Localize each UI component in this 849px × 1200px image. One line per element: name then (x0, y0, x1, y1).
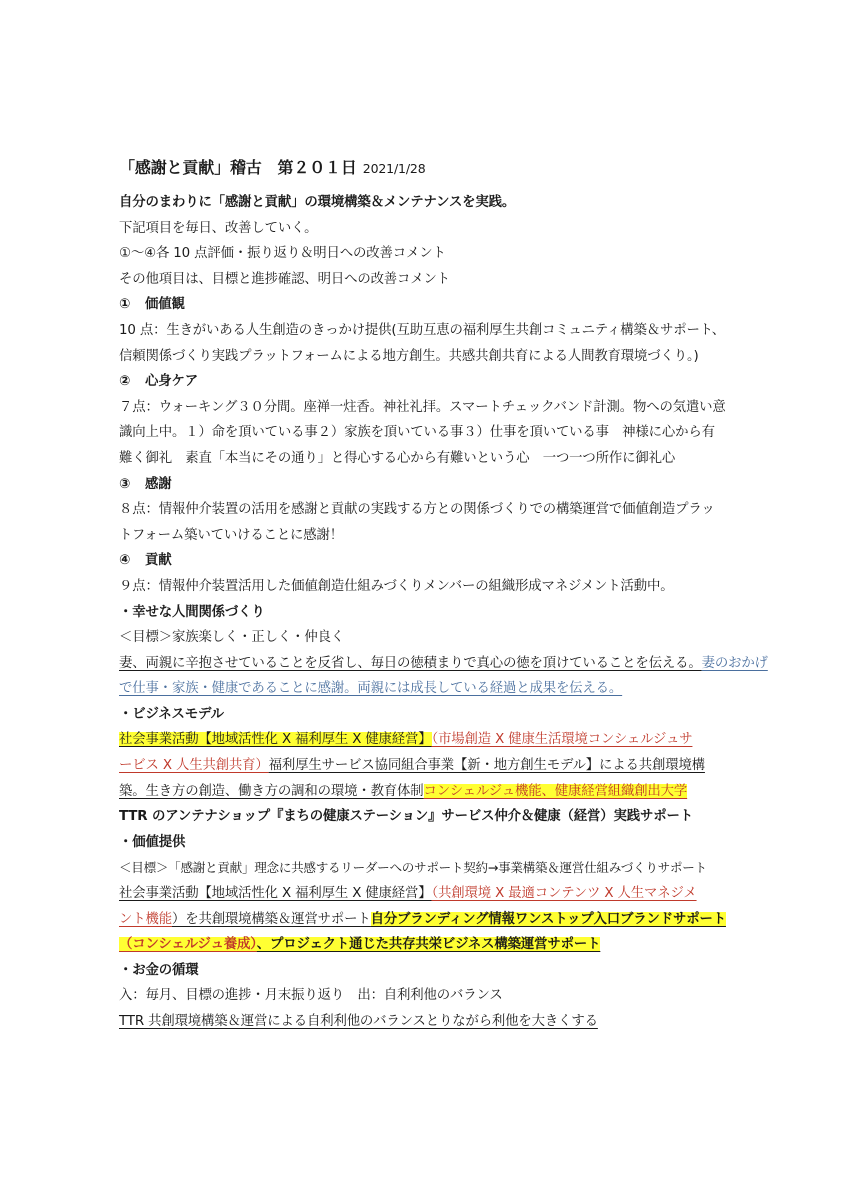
value-goal: ＜目標＞「感謝と貢献」理念に共感するリーダーへのサポート契約→事業構築＆運営仕組みづくりサポート (119, 860, 707, 876)
value-text: ）を共創環境構築＆運営サポート (171, 911, 371, 927)
relations-text: 妻、両親に辛抱させていることを反省し、毎日の徳積まりで真心の徳を頂けていることを伝える。 (119, 655, 702, 671)
section-line: 10 点：生きがいある人生創造のきっかけ提供(互助互恵の福利厚生共創コミュニティ構築＆サポート、 (119, 322, 725, 338)
section-line: ８点：情報仲介装置の活用を感謝と貢献の実践する方との関係づくりでの構築運営で価値創造プラッ (119, 502, 715, 518)
section-heading-values (119, 292, 734, 318)
intro-line-3: ①～④各 10 点評価・振り返り＆明日への改善コメント (119, 246, 446, 262)
highlighted-text: 社会事業活動【地域活性化 X 福利厚生 X 健康経営】 (119, 732, 432, 748)
section-heading-contribution (119, 548, 734, 574)
business-text: 福利厚生サービス協同組合事業【新・地方創生モデル】による共創環境構 (268, 758, 705, 774)
value-text: 社会事業活動【地域活性化 X 福利厚生 X 健康経営】 (119, 886, 432, 902)
intro-line-4: その他項目は、目標と進捗確認、明日への改善コメント (119, 271, 451, 287)
money-line-1: 入：毎月、目標の進捗・月末振り返り 出：自利利他のバランス (119, 988, 503, 1004)
highlighted-red-text: （コンシェルジュ養成） (119, 937, 257, 953)
business-line-1 (119, 727, 734, 753)
money-line-2: TTR 共創環境構築＆運営による自利利他のバランスとりながら利他を大きくする (119, 1014, 598, 1029)
value-line-1 (119, 881, 734, 907)
document-body (119, 154, 768, 1035)
section-heading-text: 感謝 (145, 476, 172, 492)
section-number: ③ (119, 476, 131, 492)
business-line-4: TTR のアンテナショップ『まちの健康ステーション』サービス仲介＆健康（経営）実践サポート (119, 809, 693, 825)
red-text: （市場創造 X 健康生活環境コンシェルジュサ (431, 732, 693, 748)
section-heading-text: 価値観 (145, 297, 185, 313)
intro-line-2: 下記項目を毎日、改善していく。 (119, 220, 318, 236)
section-heading-mind-body-care (119, 369, 734, 395)
section-heading-gratitude (119, 472, 734, 498)
business-line-3 (119, 779, 734, 805)
section-line: 識向上中。１）命を頂いている事２）家族を頂いている事３）仕事を頂いている事 神様に心から有 (119, 425, 715, 441)
highlighted-bold-text: 、プロジェクト通じた共存共栄ビジネス構築運営サポート (256, 937, 601, 953)
intro-line-1: 自分のまわりに「感謝と貢献」の環境構築＆メンテナンスを実践。 (119, 195, 516, 210)
highlighted-bold-text: 自分ブランディング情報ワンストップ入口ブランドサポート (370, 911, 726, 927)
section-line: 信頼関係づくり実践プラットフォームによる地方創生。共感共創共育による人間教育環境づくり。) (119, 348, 699, 364)
highlighted-red-text: コンシェルジュ機能、健康経営組織創出大学 (423, 783, 688, 799)
value-heading: ・価値提供 (119, 834, 186, 850)
section-heading-text: 心身ケア (145, 374, 198, 390)
relations-goal: ＜目標＞家族楽しく・正しく・仲良く (119, 630, 345, 646)
money-heading: ・お金の循環 (119, 962, 199, 978)
section-line: ９点：情報仲介装置活用した価値創造仕組みづくりメンバーの組織形成マネジメント活動中。 (119, 578, 674, 594)
red-text: ービス X 人生共創共育） (119, 758, 269, 774)
red-text: （共創環境 X 最適コンテンツ X 人生マネジメ (431, 886, 697, 902)
relations-line-1 (119, 651, 768, 677)
section-number: ④ (119, 553, 131, 569)
page-title (119, 154, 734, 182)
business-heading: ・ビジネスモデル (119, 706, 224, 722)
red-text: ント機能 (119, 911, 172, 927)
section-number: ② (119, 374, 131, 390)
value-line-2 (119, 907, 734, 933)
section-line: ７点：ウォーキング３０分間。座禅一炷香。神社礼拝。スマートチェックバンド計測。物への気遣い意 (119, 399, 726, 415)
business-text: 築。生き方の創造、働き方の調和の環境・教育体制 (119, 783, 424, 799)
value-line-3 (119, 932, 734, 958)
title-text: 「感謝と貢献」稽古 第２０１日 (119, 158, 357, 177)
section-line: 難く御礼 素直「本当にその通り」と得心する心から有難いという心 一つ一つ所作に御礼心 (119, 450, 676, 466)
section-number: ① (119, 297, 131, 313)
relations-blue-text: で仕事・家族・健康であることに感謝。両親には成長している経過と成果を伝える。 (119, 681, 623, 697)
section-heading-text: 貢献 (145, 553, 172, 569)
relations-heading: ・幸せな人間関係づくり (119, 604, 265, 620)
relations-blue-text: 妻のおかげ (701, 655, 768, 671)
relations-line-2 (119, 676, 734, 702)
business-line-2 (119, 753, 734, 779)
section-line: トフォーム築いていけることに感謝！ (119, 527, 344, 543)
title-date: 2021/1/28 (362, 161, 426, 176)
